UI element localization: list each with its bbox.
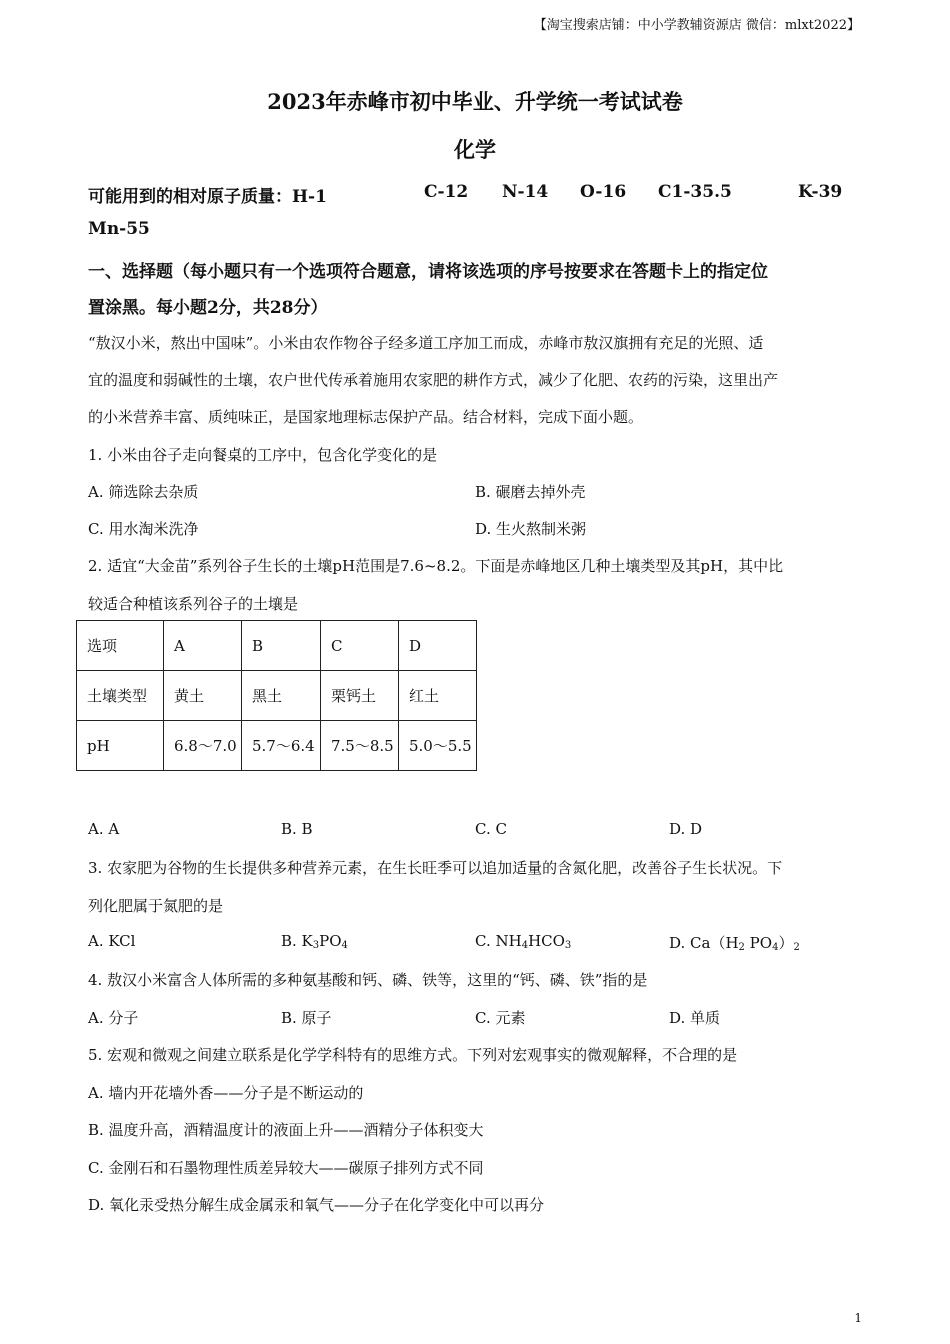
question-3-stem-cont: 列化肥属于氮肥的是 xyxy=(88,897,224,915)
table-cell: C xyxy=(321,621,399,671)
atomic-mass-label: 可能用到的相对原子质量：H-1 xyxy=(88,187,327,207)
q4-option-a: A. 分子 xyxy=(88,1009,139,1027)
q3-option-d: D. $Ca(H_2$ $PO_4)_2$ xyxy=(669,934,800,953)
q1-option-c: C. 用水淘米洗净 xyxy=(88,520,199,538)
section-heading: 一、选择题（每小题只有一个选项符合题意，请将该选项的序号按要求在答题卡上的指定位 xyxy=(88,262,768,282)
q4-option-d: D. 单质 xyxy=(669,1009,721,1027)
intro-text: 宜的温度和弱碱性的土壤，农户世代传承着施用农家肥的耕作方式，减少了化肥、农药的污染，这里出产 xyxy=(88,371,779,389)
q2-option-b: B. B xyxy=(281,820,313,838)
atomic-mass-line xyxy=(88,182,848,206)
table-cell: pH xyxy=(77,721,164,771)
q3-option-b: B. $K_3PO_4$ xyxy=(281,932,348,951)
atomic-mass-item: N-14 xyxy=(502,182,549,202)
section-heading-cont: 置涂黑。每小题2分，共28分） xyxy=(88,298,328,318)
table-cell: 栗钙土 xyxy=(321,671,399,721)
q2-option-d: D. D xyxy=(669,820,703,838)
question-3-stem: 3. 农家肥为谷物的生长提供多种营养元素，在生长旺季可以追加适量的含氮化肥，改善谷子生长状况。下 xyxy=(88,859,783,877)
atomic-mass-line-2: Mn-55 xyxy=(88,219,150,239)
subject-title: 化学 xyxy=(454,137,496,162)
q1-option-d: D. 生火熬制米粥 xyxy=(475,520,587,538)
question-1-stem: 1. 小米由谷子走向餐桌的工序中，包含化学变化的是 xyxy=(88,446,438,464)
question-4-stem: 4. 敖汉小米富含人体所需的多种氨基酸和钙、磷、铁等，这里的“钙、磷、铁”指的是 xyxy=(88,971,648,989)
table-cell: B xyxy=(242,621,321,671)
header-note: 【淘宝搜索店铺：中小学教辅资源店 微信：mlxt2022】 xyxy=(533,18,860,33)
table-cell: 土壤类型 xyxy=(77,671,164,721)
q5-option-d: D. 氧化汞受热分解生成金属汞和氧气——分子在化学变化中可以再分 xyxy=(88,1196,545,1214)
q3-option-c: C. $NH_4HCO_3$ xyxy=(475,932,572,951)
exam-title: 2023年赤峰市初中毕业、升学统一考试试卷 xyxy=(267,89,683,114)
q4-option-c: C. 元素 xyxy=(475,1009,526,1027)
q1-option-b: B. 碾磨去掉外壳 xyxy=(475,483,586,501)
table-cell: 黄土 xyxy=(164,671,242,721)
table-cell: 7.5～8.5 xyxy=(321,721,399,771)
atomic-mass-item: C1-35.5 xyxy=(658,182,732,202)
q5-option-a: A. 墙内开花墙外香——分子是不断运动的 xyxy=(88,1084,364,1102)
table-cell: 5.0～5.5 xyxy=(399,721,477,771)
table-cell: D xyxy=(399,621,477,671)
q1-option-a: A. 筛选除去杂质 xyxy=(88,483,199,501)
question-5-stem: 5. 宏观和微观之间建立联系是化学学科特有的思维方式。下列对宏观事实的微观解释，不合理的是 xyxy=(88,1046,738,1064)
question-2-stem: 2. 适宜“大金苗”系列谷子生长的土壤pH范围是7.6~8.2。下面是赤峰地区几种土壤类型及其pH，其中比 xyxy=(88,557,784,575)
table-row xyxy=(77,621,477,671)
intro-text: 的小米营养丰富、质纯味正，是国家地理标志保护产品。结合材料，完成下面小题。 xyxy=(88,408,644,426)
atomic-mass-item: O-16 xyxy=(580,182,627,202)
table-cell: 6.8～7.0 xyxy=(164,721,242,771)
table-cell: 红土 xyxy=(399,671,477,721)
atomic-mass-item: K-39 xyxy=(798,182,843,202)
q3-option-a: A. KCl xyxy=(88,932,136,950)
table-cell: 选项 xyxy=(77,621,164,671)
q5-option-c: C. 金刚石和石墨物理性质差异较大——碳原子排列方式不同 xyxy=(88,1159,484,1177)
table-cell: A xyxy=(164,621,242,671)
table-cell: 黑土 xyxy=(242,671,321,721)
q5-option-b: B. 温度升高，酒精温度计的液面上升——酒精分子体积变大 xyxy=(88,1121,484,1139)
question-2-stem-cont: 较适合种植该系列谷子的土壤是 xyxy=(88,595,299,613)
q4-option-b: B. 原子 xyxy=(281,1009,332,1027)
atomic-mass-item: C-12 xyxy=(424,182,469,202)
table-row xyxy=(77,721,477,771)
intro-text: “敖汉小米，熬出中国味”。小米由农作物谷子经多道工序加工而成，赤峰市敖汉旗拥有充足的光照、适 xyxy=(88,334,764,352)
table-cell: 5.7～6.4 xyxy=(242,721,321,771)
q2-option-a: A. A xyxy=(88,820,120,838)
table-row xyxy=(77,671,477,721)
page-number: 1 xyxy=(854,1311,862,1325)
q2-option-c: C. C xyxy=(475,820,507,838)
soil-ph-table xyxy=(76,620,477,771)
